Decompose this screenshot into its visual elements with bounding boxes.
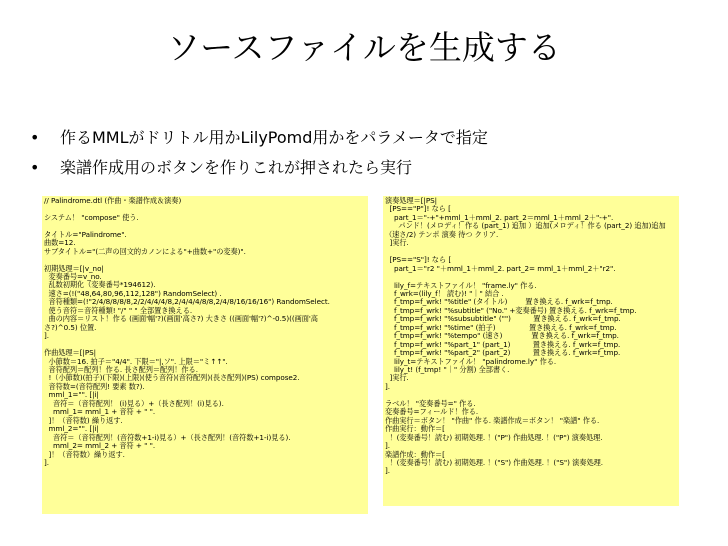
code-line: 音符配列＝配列！作る. 長さ配列＝配列！作る. [44, 365, 198, 374]
code-line: [PS=="S"]! なら [ [385, 255, 452, 265]
code-box-left [42, 196, 368, 514]
code-line: ]. [385, 466, 390, 476]
code-line: 乱数初期化（変奏番号*194612). [44, 280, 156, 290]
code-line: part_1＝"r2 "＋mml_1＋mml_2. part_2= mml_1＋mml_2＋"r2". [385, 263, 616, 273]
slide-title: ソースファイルを生成する [167, 28, 561, 67]
code-line: f_tmp=f_wrk! "%title" (タイトル) 置き換える. f_wrk=f_tmp. [385, 297, 613, 307]
code-line: 曲数=12. [44, 238, 76, 248]
code-line: ！(変奏番号！読む) 初期処理. ！("P") 作曲処理. ！("P") 演奏処理. [385, 432, 603, 442]
code-line: 音符種類=(!"2/4/8/8/8/8,2/2/4/4/4/8,2/4/4/4/8/8,2/4/8/16/16/16") RandomSelect. [44, 297, 330, 307]
code-line: 初期処理＝[|v_no| [44, 263, 104, 273]
code-listing-left [42, 196, 368, 467]
code-line: 曲の内容＝リスト！作る (画面'幅'?)(画面'高さ?) 大きさ ((画面'幅'?)^-0.5)((画面'高 [44, 314, 318, 324]
code-line: （速さ/2) テンポ 演奏 待つ クリア. [385, 229, 499, 239]
code-line: f_tmp=f_wrk! "%subsubtitle" ("") 置き換える. f_wrk=f_tmp. [385, 314, 621, 324]
code-line: 演奏処理＝[|PS| [385, 196, 437, 205]
bullet-item [28, 156, 708, 180]
code-line: 変奏番号=v_no. [44, 272, 102, 282]
code-line: f_wrk=(lily_f！ 読む)! "｜" 結合 . [385, 288, 504, 298]
bullet-marker: • [30, 128, 40, 147]
code-line: システム！ "compose" 使う. [44, 212, 139, 222]
code-line: ]実行. [385, 238, 409, 248]
code-line: mml_2= mml_2 + 音符 + " ". [44, 441, 156, 451]
code-line: パンド！(メロディ！作る (part_1) 追加 ）追加(メロディ！作る (part_2) 追加)追加 [385, 221, 666, 231]
code-line: サブタイトル="(二声の回文的カノンによる"+曲数+"の変奏)". [44, 246, 246, 256]
code-line: f_tmp=f_wrk! "%part_1" (part_1) 置き換える. f_wrk=f_tmp. [385, 339, 621, 349]
code-line: ]！（音符数) 繰り返す. [44, 415, 123, 425]
bullet-list [28, 126, 708, 186]
code-line: lily_f=テキストファイル！ "frame.ly" 作る. [385, 280, 537, 290]
code-line: ]. [44, 331, 49, 341]
code-line: lily_t=テキストファイル！ "palindrome.ly" 作る. [385, 356, 557, 366]
code-line: [PS=="P"]! なら [ [385, 204, 451, 214]
bullet-marker: • [30, 158, 40, 177]
code-line: 速さ=(!("48,64,80,96,112,128") RandomSelect) . [44, 288, 222, 298]
code-box-right [383, 196, 679, 506]
code-line: 作曲実行＝ボタン！ "作曲" 作る. 楽譜作成＝ボタン！ "楽譜" 作る. [385, 415, 600, 425]
code-line: lily_t! (f_tmp! "｜" 分割) 全部書く. [385, 365, 510, 375]
code-line: 音符＝（音符配列！ (i)見る）+（長さ配列！(i)見る). [44, 398, 224, 408]
code-line: part_1＝"-+"+mml_1＋mml_2. part_2＝mml_1＋mml_2＋"-+". [385, 212, 614, 222]
code-line: ]. [44, 457, 49, 467]
code-line: 音符数=(音符配列! 要素 数?). [44, 381, 145, 391]
code-line: ]. [385, 441, 390, 451]
bullet-text: 楽譜作成用のボタンを作りこれが押されたら実行 [60, 158, 413, 177]
code-line: ラベル！ "変奏番号=" 作る. [385, 398, 476, 408]
code-line: f_tmp=f_wrk! "%time" (拍子) 置き換える. f_wrk=f_tmp. [385, 322, 617, 332]
code-line: 使う音符＝音符種類! "/" " " 全部置き換える. [44, 305, 193, 315]
code-line: 作曲処理＝[|PS| [44, 348, 96, 358]
code-line: mml_1= mml_1 + 音符 + " ". [44, 407, 156, 417]
code-line: ！(変奏番号！読む) 初期処理. ！("S") 作曲処理. ！("S") 演奏処理. [385, 458, 603, 467]
code-line: ]. [385, 381, 390, 391]
code-line: f_tmp=f_wrk! "%tempo" (速さ) 置き換える. f_wrk=f_tmp. [385, 331, 619, 341]
code-line: mml_2="". [|i| [44, 424, 99, 434]
code-line: 小節数＝16. 拍子＝"4/4". 下限＝"|,ソ". 上限＝"ミ↑↑". [44, 356, 228, 366]
code-line: mml_1="". [|i| [44, 390, 99, 400]
code-line: ]！（音符数）繰り返す. [44, 449, 125, 459]
code-line: f_tmp=f_wrk! "%subtitle" ("No." +変奏番号) 置き換える. f_wrk=f_tmp. [385, 305, 637, 315]
code-line: 作曲実行：動作＝[ [385, 424, 445, 434]
code-listing-right [383, 196, 679, 476]
code-line: 音符＝（音符配列！(音符数+1-i)見る）+（長さ配列！(音符数+1-i)見る). [44, 432, 291, 442]
code-line: 変奏番号=フィールド！作る. [385, 407, 479, 417]
bullet-text: 作るMMLがドリトル用かLilyPomd用かをパラメータで指定 [60, 128, 488, 147]
bullet-item [28, 126, 708, 150]
code-line: 楽譜作成：動作＝[ [385, 449, 445, 459]
code-line: さ?)^0.5) 位置. [44, 322, 97, 332]
code-line: f_tmp=f_wrk! "%part_2" (part_2) 置き換える. f_wrk=f_tmp. [385, 348, 621, 358]
code-line: ]実行. [385, 373, 409, 383]
code-line: !（小節数)(拍子)(下限)(上限)(使う音符)(音符配列)(長さ配列)(PS) compose2. [44, 373, 300, 383]
code-line: // Palindrome.dtl (作曲・楽譜作成＆演奏) [44, 196, 182, 205]
code-line: タイトル="Palindrome". [44, 229, 127, 239]
